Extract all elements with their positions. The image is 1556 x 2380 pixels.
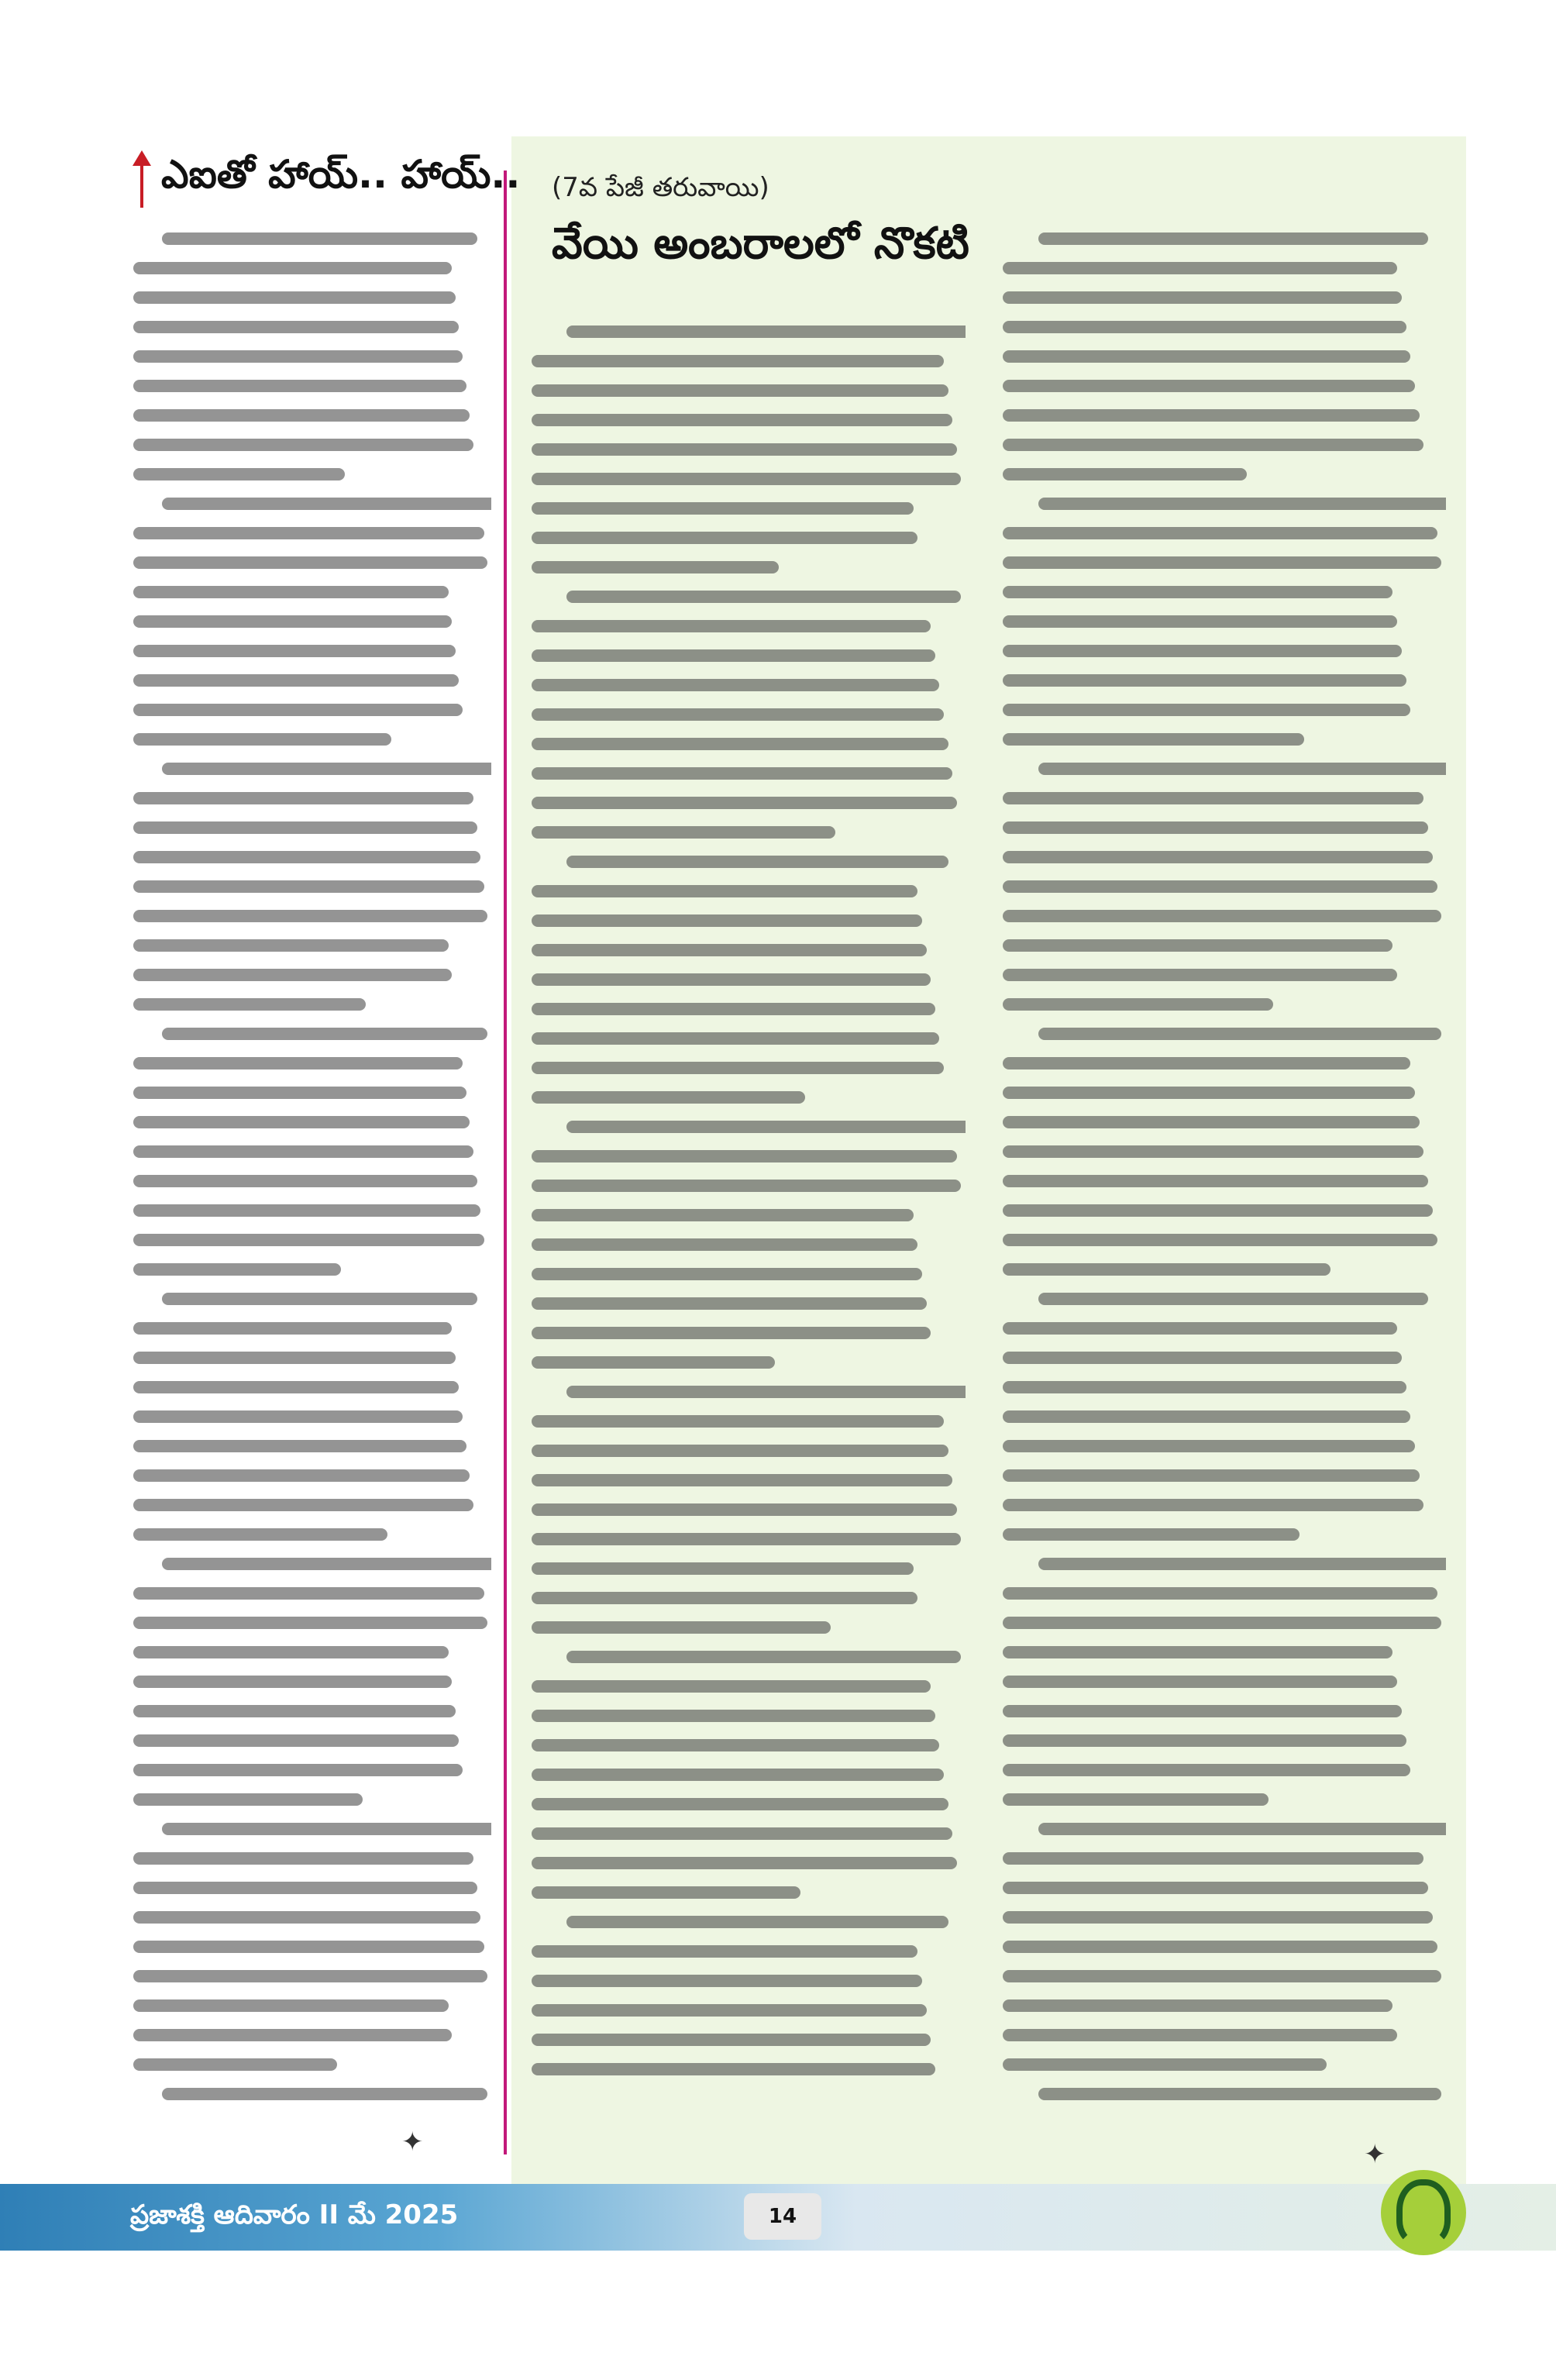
- sparkle-icon: ✦: [1364, 2139, 1386, 2170]
- placeholder-text-line: [1038, 1293, 1428, 1305]
- placeholder-text-line: [133, 1941, 484, 1953]
- placeholder-text-line: [133, 262, 452, 274]
- placeholder-text-line: [532, 1062, 944, 1074]
- placeholder-text-line: [133, 821, 477, 834]
- publication-footer: ప్రజాశక్తి ఆదివారం II మే 2025: [130, 2199, 459, 2230]
- placeholder-text-line: [532, 2004, 927, 2017]
- page-number: 14: [744, 2193, 821, 2240]
- placeholder-text-line: [532, 620, 931, 632]
- placeholder-text-line: [1003, 1057, 1410, 1069]
- placeholder-text-line: [133, 615, 452, 628]
- placeholder-text-line: [1003, 409, 1420, 422]
- placeholder-text-line: [532, 1091, 805, 1104]
- placeholder-text-line: [1003, 1204, 1433, 1217]
- placeholder-text-line: [162, 232, 477, 245]
- placeholder-text-line: [532, 1739, 939, 1751]
- placeholder-text-line: [532, 1710, 935, 1722]
- placeholder-text-line: [532, 561, 779, 573]
- placeholder-text-line: [1003, 1499, 1423, 1511]
- placeholder-text-line: [1003, 527, 1437, 539]
- placeholder-text-line: [133, 1145, 473, 1158]
- placeholder-text-line: [532, 1268, 922, 1280]
- up-arrow-icon: [130, 150, 153, 208]
- placeholder-text-line: [133, 1882, 477, 1894]
- placeholder-text-line: [1003, 1440, 1415, 1452]
- placeholder-text-line: [532, 1680, 931, 1693]
- placeholder-text-line: [1003, 880, 1437, 893]
- placeholder-text-line: [1003, 1087, 1415, 1099]
- placeholder-text-line: [1003, 556, 1441, 569]
- placeholder-text-line: [133, 1734, 459, 1747]
- placeholder-text-line: [532, 2063, 935, 2075]
- placeholder-text-line: [532, 1533, 961, 1545]
- placeholder-text-line: [1003, 1793, 1269, 1806]
- placeholder-text-line: [133, 321, 459, 333]
- placeholder-text-line: [133, 527, 484, 539]
- placeholder-text-line: [532, 473, 961, 485]
- placeholder-text-line: [133, 998, 366, 1011]
- placeholder-text-line: [532, 1827, 952, 1840]
- placeholder-text-line: [162, 763, 491, 775]
- placeholder-text-line: [532, 1857, 957, 1869]
- placeholder-text-line: [566, 1651, 962, 1663]
- placeholder-text-line: [1038, 1028, 1442, 1040]
- placeholder-text-line: [532, 914, 922, 927]
- placeholder-text-line: [133, 1381, 459, 1393]
- placeholder-text-line: [1003, 969, 1397, 981]
- placeholder-text-line: [133, 1057, 463, 1069]
- placeholder-text-line: [1003, 1263, 1331, 1276]
- placeholder-text-line: [566, 856, 948, 868]
- placeholder-text-line: [1003, 1941, 1437, 1953]
- placeholder-text-line: [133, 1793, 363, 1806]
- placeholder-text-line: [532, 1297, 927, 1310]
- placeholder-text-line: [532, 502, 914, 515]
- placeholder-text-line: [566, 1386, 966, 1398]
- placeholder-text-line: [162, 1028, 487, 1040]
- placeholder-text-line: [133, 1646, 449, 1658]
- placeholder-text-line: [133, 1911, 480, 1924]
- placeholder-text-line: [133, 733, 391, 746]
- placeholder-text-line: [532, 1209, 914, 1221]
- placeholder-text-line: [133, 1499, 473, 1511]
- placeholder-text-line: [1038, 498, 1446, 510]
- placeholder-text-line: [133, 439, 473, 451]
- placeholder-text-line: [1003, 1381, 1406, 1393]
- placeholder-text-line: [1003, 704, 1410, 716]
- placeholder-text-line: [532, 1592, 917, 1604]
- placeholder-text-line: [133, 2058, 337, 2071]
- placeholder-text-line: [1003, 1410, 1410, 1423]
- story-title: వేయి అంబరాలలో నొకటి: [552, 219, 969, 269]
- placeholder-text-line: [133, 1234, 484, 1246]
- placeholder-text-line: [1003, 910, 1441, 922]
- placeholder-text-line: [162, 498, 491, 510]
- placeholder-text-line: [133, 1175, 477, 1187]
- placeholder-text-line: [532, 738, 948, 750]
- placeholder-text-line: [1003, 792, 1423, 804]
- placeholder-text-line: [133, 674, 459, 687]
- placeholder-text-line: [532, 1798, 948, 1810]
- placeholder-text-line: [566, 325, 966, 338]
- placeholder-text-line: [1003, 998, 1273, 1011]
- placeholder-text-line: [1003, 380, 1415, 392]
- placeholder-text-line: [133, 1322, 452, 1335]
- placeholder-text-line: [133, 1764, 463, 1776]
- placeholder-text-line: [1003, 1852, 1423, 1865]
- placeholder-text-line: [532, 679, 939, 691]
- placeholder-text-line: [1003, 733, 1304, 746]
- continuation-note: (7వ పేజీ తరువాయి): [552, 172, 769, 203]
- placeholder-text-line: [133, 1528, 387, 1541]
- column-divider: [504, 170, 507, 2154]
- placeholder-text-line: [133, 1587, 484, 1600]
- placeholder-text-line: [1003, 1882, 1428, 1894]
- placeholder-text-line: [532, 1003, 935, 1015]
- placeholder-text-line: [1003, 350, 1410, 363]
- placeholder-text-line: [133, 380, 466, 392]
- placeholder-text-line: [1003, 321, 1406, 333]
- placeholder-text-line: [532, 1180, 961, 1192]
- placeholder-text-line: [1038, 1823, 1446, 1835]
- story-column-one: [532, 325, 966, 2379]
- placeholder-text-line: [532, 1238, 917, 1251]
- placeholder-text-line: [532, 414, 952, 426]
- placeholder-text-line: [1003, 1705, 1402, 1717]
- placeholder-text-line: [133, 1440, 466, 1452]
- placeholder-text-line: [1038, 1558, 1446, 1570]
- placeholder-text-line: [1003, 1970, 1441, 1982]
- placeholder-text-line: [1003, 1999, 1392, 2012]
- placeholder-text-line: [566, 1121, 966, 1133]
- placeholder-text-line: [133, 1705, 456, 1717]
- placeholder-text-line: [532, 532, 917, 544]
- placeholder-text-line: [532, 355, 944, 367]
- placeholder-text-line: [133, 880, 484, 893]
- placeholder-text-line: [532, 1769, 944, 1781]
- placeholder-text-line: [532, 1886, 800, 1899]
- placeholder-text-line: [1038, 2088, 1442, 2100]
- placeholder-text-line: [1003, 2058, 1327, 2071]
- placeholder-text-line: [1003, 1322, 1397, 1335]
- placeholder-text-line: [532, 649, 935, 662]
- placeholder-text-line: [1003, 1676, 1397, 1688]
- placeholder-text-line: [133, 1999, 449, 2012]
- placeholder-text-line: [133, 291, 456, 304]
- placeholder-text-line: [1003, 586, 1392, 598]
- placeholder-text-line: [133, 1852, 473, 1865]
- placeholder-text-line: [532, 1474, 952, 1486]
- placeholder-text-line: [1003, 1764, 1410, 1776]
- placeholder-text-line: [133, 1410, 463, 1423]
- placeholder-text-line: [1003, 1528, 1300, 1541]
- placeholder-text-line: [133, 1204, 480, 1217]
- placeholder-text-line: [133, 851, 480, 863]
- placeholder-text-line: [1003, 615, 1397, 628]
- placeholder-text-line: [133, 468, 345, 480]
- placeholder-text-line: [532, 767, 952, 780]
- logo-icon: [1381, 2170, 1466, 2255]
- placeholder-text-line: [1003, 1116, 1420, 1128]
- placeholder-text-line: [532, 2034, 931, 2046]
- placeholder-text-line: [532, 1562, 914, 1575]
- placeholder-text-line: [162, 1823, 491, 1835]
- placeholder-text-line: [1003, 1734, 1406, 1747]
- placeholder-text-line: [133, 1263, 341, 1276]
- placeholder-text-line: [133, 1676, 452, 1688]
- placeholder-text-line: [532, 826, 835, 839]
- placeholder-text-line: [532, 1503, 957, 1516]
- story-column-two: [1003, 232, 1446, 2286]
- placeholder-text-line: [1003, 674, 1406, 687]
- placeholder-text-line: [133, 409, 470, 422]
- placeholder-text-line: [532, 1032, 939, 1045]
- placeholder-text-line: [133, 1970, 487, 1982]
- placeholder-text-line: [133, 1617, 487, 1629]
- placeholder-text-line: [133, 2029, 452, 2041]
- placeholder-text-line: [133, 704, 463, 716]
- placeholder-text-line: [133, 910, 487, 922]
- placeholder-text-line: [1003, 1646, 1392, 1658]
- placeholder-text-line: [532, 443, 957, 456]
- placeholder-text-line: [532, 1975, 922, 1987]
- placeholder-text-line: [532, 973, 931, 986]
- placeholder-text-line: [532, 1150, 957, 1162]
- placeholder-text-line: [532, 1445, 948, 1457]
- placeholder-text-line: [1003, 1175, 1428, 1187]
- placeholder-text-line: [1003, 468, 1247, 480]
- placeholder-text-line: [532, 797, 957, 809]
- column-one-heading: [130, 152, 520, 206]
- placeholder-text-line: [162, 1558, 491, 1570]
- placeholder-text-line: [133, 1469, 470, 1482]
- placeholder-text-line: [1003, 1911, 1433, 1924]
- placeholder-text-line: [1038, 763, 1446, 775]
- placeholder-text-line: [1003, 2029, 1397, 2041]
- placeholder-text-line: [1003, 1469, 1420, 1482]
- placeholder-text-line: [1003, 939, 1392, 952]
- placeholder-text-line: [133, 1116, 470, 1128]
- placeholder-text-line: [133, 792, 473, 804]
- placeholder-text-line: [133, 939, 449, 952]
- placeholder-text-line: [1003, 262, 1397, 274]
- placeholder-text-line: [1003, 1234, 1437, 1246]
- sparkle-icon: ✦: [401, 2127, 424, 2158]
- placeholder-text-line: [1003, 1587, 1437, 1600]
- placeholder-text-line: [532, 1621, 831, 1634]
- placeholder-text-line: [566, 1916, 948, 1928]
- placeholder-text-line: [133, 350, 463, 363]
- placeholder-text-line: [532, 1945, 917, 1958]
- placeholder-text-line: [133, 1352, 456, 1364]
- placeholder-text-line: [133, 1087, 466, 1099]
- placeholder-text-line: [532, 708, 944, 721]
- placeholder-text-line: [532, 1415, 944, 1428]
- placeholder-text-line: [1038, 232, 1428, 245]
- placeholder-text-line: [133, 969, 452, 981]
- placeholder-text-line: [1003, 291, 1402, 304]
- placeholder-text-line: [566, 591, 962, 603]
- article-column-one: [133, 232, 491, 2286]
- placeholder-text-line: [1003, 1352, 1402, 1364]
- placeholder-text-line: [532, 885, 917, 897]
- placeholder-text-line: [1003, 851, 1433, 863]
- placeholder-text-line: [1003, 645, 1402, 657]
- placeholder-text-line: [1003, 1145, 1423, 1158]
- placeholder-text-line: [133, 556, 487, 569]
- placeholder-text-line: [133, 645, 456, 657]
- placeholder-text-line: [1003, 1617, 1441, 1629]
- placeholder-text-line: [162, 1293, 477, 1305]
- placeholder-text-line: [1003, 821, 1428, 834]
- placeholder-text-line: [162, 2088, 487, 2100]
- placeholder-text-line: [1003, 439, 1423, 451]
- placeholder-text-line: [532, 1327, 931, 1339]
- placeholder-text-line: [532, 1356, 775, 1369]
- placeholder-text-line: [532, 944, 927, 956]
- placeholder-text-line: [532, 384, 948, 397]
- column-one-title: ఎఐతో హాయ్.. హాయ్..: [161, 151, 521, 197]
- placeholder-text-line: [133, 586, 449, 598]
